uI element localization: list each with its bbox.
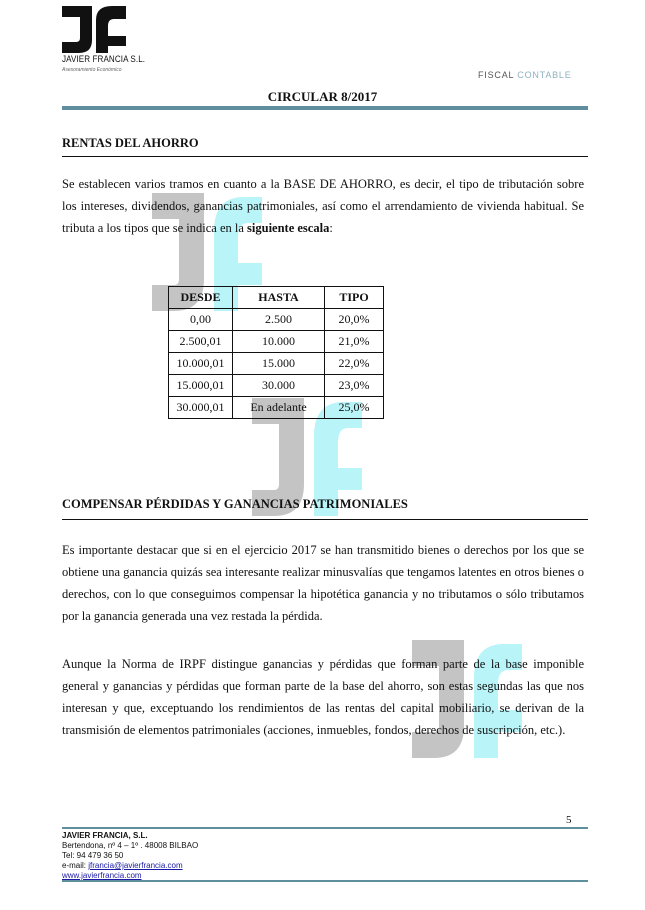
tax-scale-table: [168, 286, 384, 419]
section-rule-2: [62, 519, 588, 520]
table-cell: 15.000,01: [169, 375, 233, 397]
table-cell: 21,0%: [325, 331, 384, 353]
table-cell: 22,0%: [325, 353, 384, 375]
footer-rule-top: [62, 827, 588, 829]
footer-contact: [62, 831, 198, 881]
header-tagline: [478, 70, 572, 78]
table-row: [169, 309, 384, 331]
footer-email-line: [62, 861, 198, 871]
table-cell: 2.500: [233, 309, 325, 331]
table-header-desde: DESDE: [169, 287, 233, 309]
table-cell: 2.500,01: [169, 331, 233, 353]
footer-email-link[interactable]: jfrancia@javierfrancia.com: [88, 861, 183, 870]
section-rule-1: [62, 156, 588, 157]
table-header-hasta: HASTA: [233, 287, 325, 309]
table-cell: 10.000,01: [169, 353, 233, 375]
table-cell: 25,0%: [325, 397, 384, 419]
footer-company: JAVIER FRANCIA, S.L.: [62, 831, 148, 840]
logo-company-name: JAVIER FRANCIA S.L.: [62, 54, 146, 65]
table-cell: En adelante: [233, 397, 325, 419]
paragraph-compensar-1: Es importante destacar que si en el ejercicio 2017 se han transmitido bienes o derechos por los que se obtiene una ganancia quizás sea interesante realizar minusvalías que tengamos latentes en otros bienes o derechos, con lo que conseguimos compensar la hipotética ganancia y no tributamos o sólo tributamos por la ganancia generada una vez restada la pérdida.: [62, 543, 584, 623]
table-row: [169, 397, 384, 419]
paragraph-compensar-2: Aunque la Norma de IRPF distingue ganancias y pérdidas que forman parte de la base imponible general y ganancias y pérdidas que forman parte de la base del ahorro, son estas segundas las que nos interesan y que, exceptuando los rendimientos de las rentas del capital mobiliario, se derivan de la transmisión de elementos patrimoniales (acciones, inmuebles, fondos, derechos de suscripción, etc.).: [62, 657, 584, 737]
section-title-rentas-ahorro: RENTAS DEL AHORRO: [62, 136, 199, 150]
table-cell: 30.000: [233, 375, 325, 397]
paragraph-bold-text: siguiente escala: [247, 221, 330, 235]
table-row: [169, 375, 384, 397]
table-cell: 23,0%: [325, 375, 384, 397]
table-cell: 0,00: [169, 309, 233, 331]
paragraph-text: Se establecen varios tramos en cuanto a la BASE DE AHORRO, es decir, el tipo de tributación sobre los intereses, dividendos, ganancias patrimoniales, así como el arrendamiento de vivienda habitual. Se tributa a los tipos que se indica en la: [62, 177, 584, 235]
paragraph-rentas-ahorro: [62, 173, 584, 239]
footer-phone: Tel: 94 479 36 50: [62, 851, 124, 860]
company-logo: [62, 6, 126, 54]
logo-tagline: Asesoramiento Económico: [62, 67, 122, 73]
table-row: [169, 353, 384, 375]
table-cell: 15.000: [233, 353, 325, 375]
table-header-tipo: TIPO: [325, 287, 384, 309]
header-tag-contable: CONTABLE: [517, 70, 572, 78]
footer-website-link[interactable]: www.javierfrancia.com: [62, 871, 142, 880]
paragraph-text-end: :: [329, 221, 333, 235]
table-header-row: [169, 287, 384, 309]
section-title-compensar: COMPENSAR PÉRDIDAS Y GANANCIAS PATRIMONIALES: [62, 497, 408, 511]
circular-title: CIRCULAR 8/2017: [267, 89, 378, 104]
header-tag-fiscal: FISCAL: [478, 70, 514, 78]
footer-rule-bottom: [62, 880, 588, 882]
table-cell: 10.000: [233, 331, 325, 353]
table-cell: 30.000,01: [169, 397, 233, 419]
table-row: [169, 331, 384, 353]
header-rule: [62, 106, 588, 110]
table-cell: 20,0%: [325, 309, 384, 331]
footer-address: Bertendona, nº 4 – 1º . 48008 BILBAO: [62, 841, 199, 850]
page-number: 5: [566, 814, 572, 826]
footer-email-label: e-mail:: [62, 861, 89, 870]
